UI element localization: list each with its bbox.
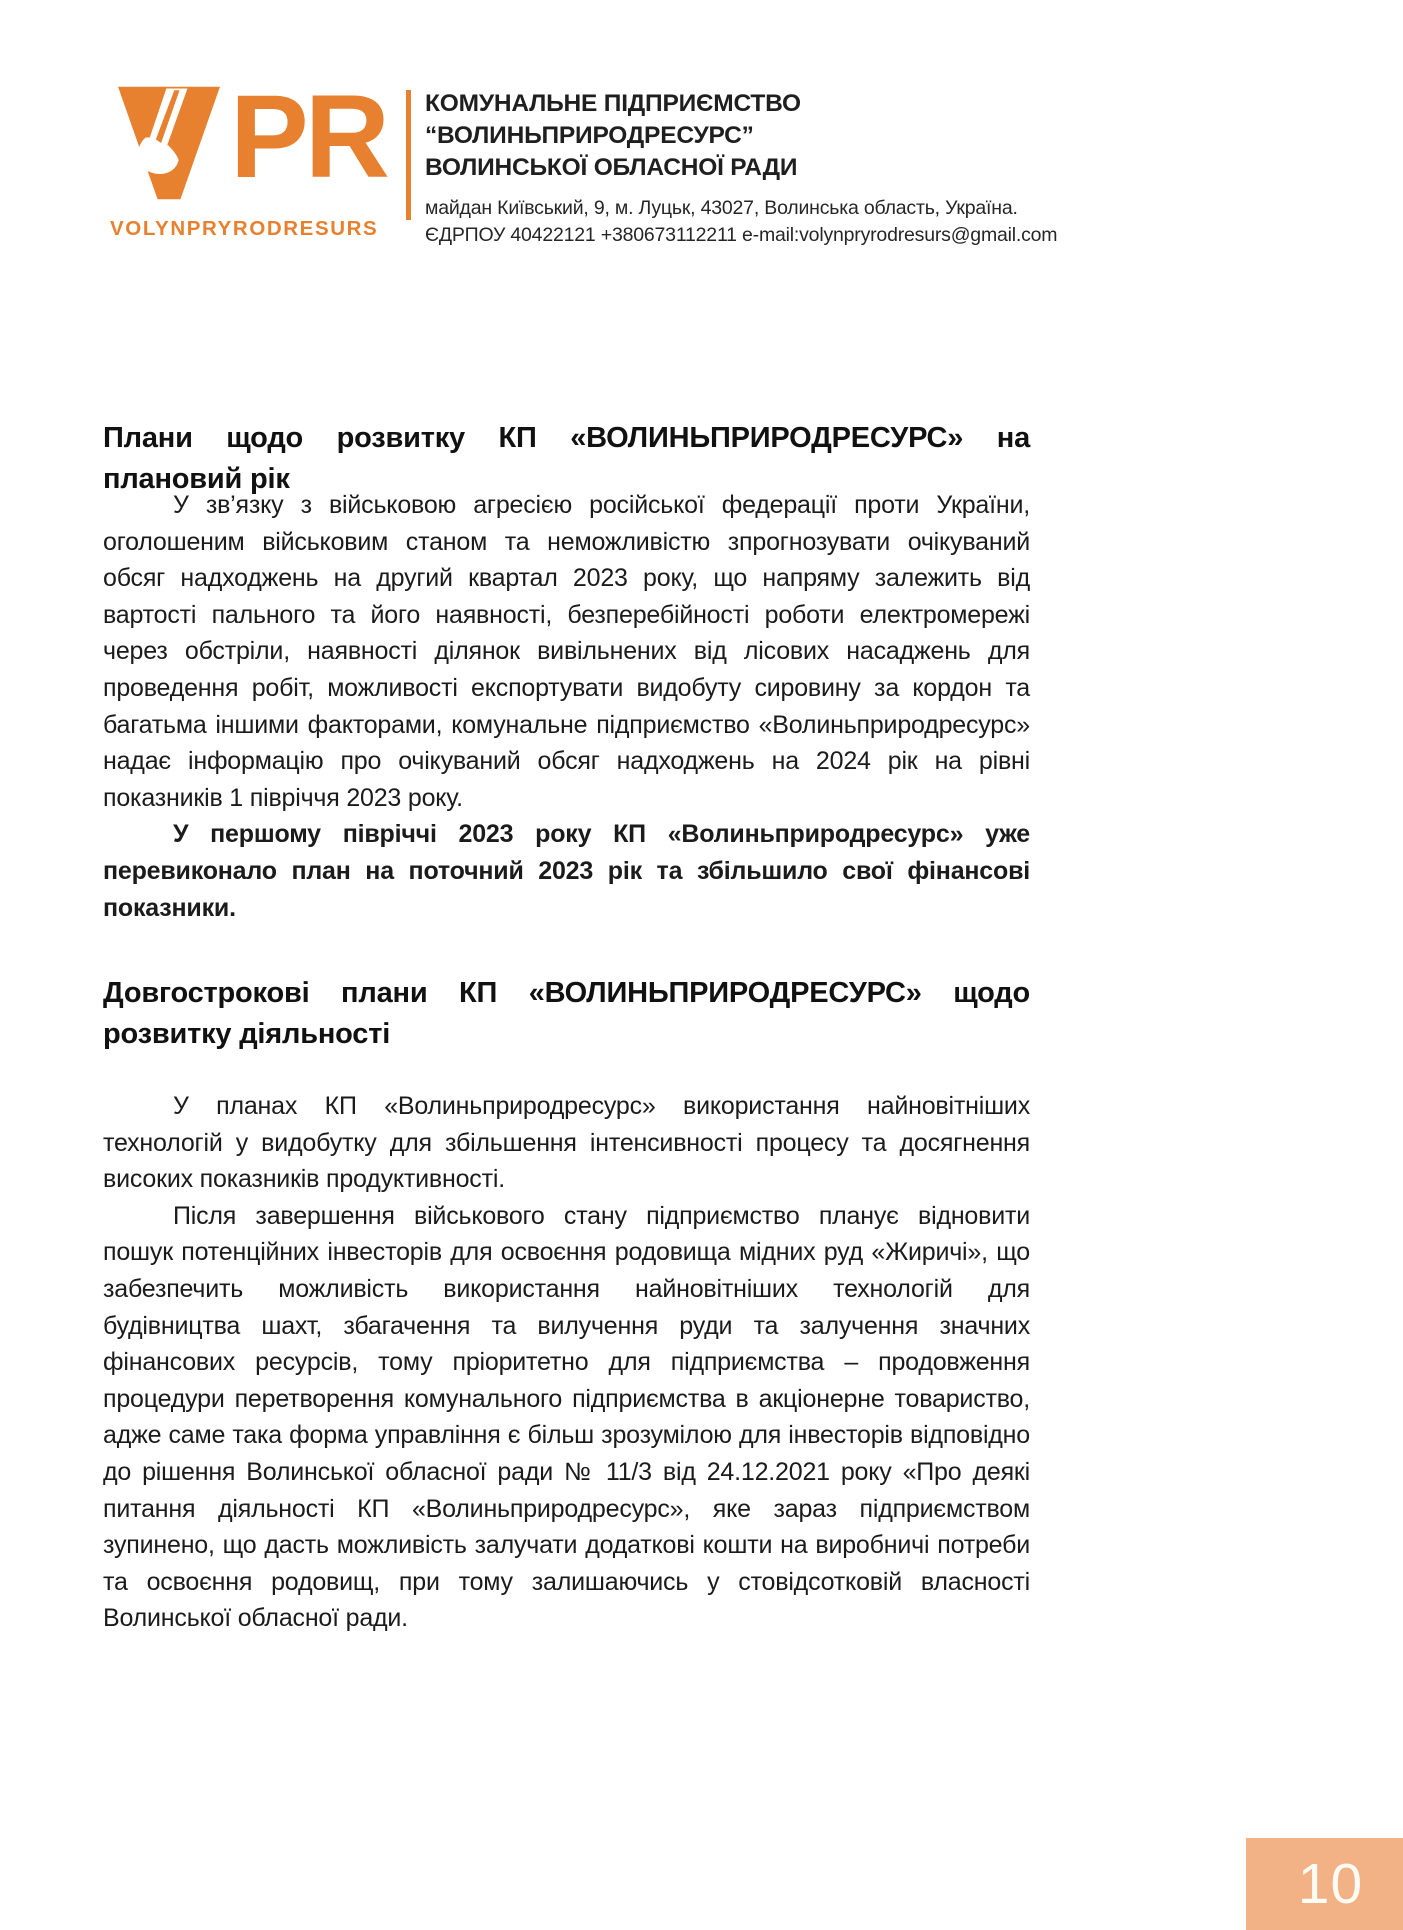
page-number: 10 — [1297, 1852, 1364, 1916]
paragraph-war-impact: У зв’язку з військовою агресією російської федерації проти України, оголошеним військовим станом та неможливістю зпрогнозувати очікуваний обсяг надходжень на другий квартал 2023 року, що напряму залежить від вартості пального та його наявності, безперебійності роботи електромережі через обстріли, наявності ділянок вивільнених від лісових насаджень для проведення робіт, можливості експортувати видобуту сировину за кордон та багатьма іншими факторами, комунальне підприємство «Волиньприродресурс» надає інформацію про очікуваний обсяг надходжень на 2024 рік на рівні показників 1 півріччя 2023 року. — [103, 491, 1030, 812]
org-contacts: ЄДРПОУ 40422121 +380673112211 e-mail:volynpryrodresurs@gmail.com — [425, 224, 1058, 246]
section-longterm-body — [103, 1088, 1030, 1637]
logo-caption: VOLYNPRYRODRESURS — [110, 217, 379, 240]
org-info — [425, 88, 1065, 249]
section-heading-longterm: Довгострокові плани КП «ВОЛИНЬПРИРОДРЕСУРС» щодо розвитку діяльності — [103, 977, 1030, 1050]
org-name-line1: КОМУНАЛЬНЕ ПІДПРИЄМСТВО “ВОЛИНЬПРИРОДРЕСУРС” — [425, 90, 801, 149]
section-plans-body — [103, 487, 1030, 926]
logo-acronym: PR — [230, 71, 386, 203]
company-logo — [110, 71, 400, 241]
section-heading-plans: Плани щодо розвитку КП «ВОЛИНЬПРИРОДРЕСУРС» на плановий рік — [103, 422, 1030, 495]
logo-letters — [110, 71, 400, 203]
org-name-line2: ВОЛИНСЬКОЇ ОБЛАСНОЇ РАДИ — [425, 154, 798, 181]
org-address: майдан Київський, 9, м. Луцьк, 43027, Волинська область, Україна. — [425, 197, 1018, 219]
paragraph-investors-plans: Після завершення військового стану підприємство планує відновити пошук потенційних інвесторів для освоєння родовища мідних руд «Жиричі», що забезпечить можливість використання найновітніших технологій для будівництва шахт, збагачення та вилучення руди та залучення значних фінансових ресурсів, тому пріоритетно для підприємства – продовження процедури перетворення комунального підприємства в акціонерне товариство, адже саме така форма управління є більш зрозумілою для інвесторів відповідно до рішення Волинської обласної ради № 11/3 від 24.12.2021 року «Про деякі питання діяльності КП «Волиньприродресурс», яке зараз підприємством зупинено, що дасть можливість залучати додаткові кошти на виробничі потреби та освоєння родовищ, при тому залишаючись у стовідсотковій власності Волинської обласної ради. — [103, 1201, 1030, 1633]
excavator-v-icon — [110, 85, 228, 201]
page-number-badge — [1246, 1838, 1403, 1930]
paragraph-technology-plans: У планах КП «Волиньприродресурс» використання найновітніших технологій у видобутку для збільшення інтенсивності процесу та досягнення високих показників продуктивності. — [103, 1092, 1030, 1194]
header-divider — [406, 90, 411, 220]
paragraph-plan-overfulfilled: У першому півріччі 2023 року КП «Волиньприродресурс» уже перевиконало план на поточний 2023 рік та збільшило свої фінансові показники. — [103, 820, 1030, 922]
